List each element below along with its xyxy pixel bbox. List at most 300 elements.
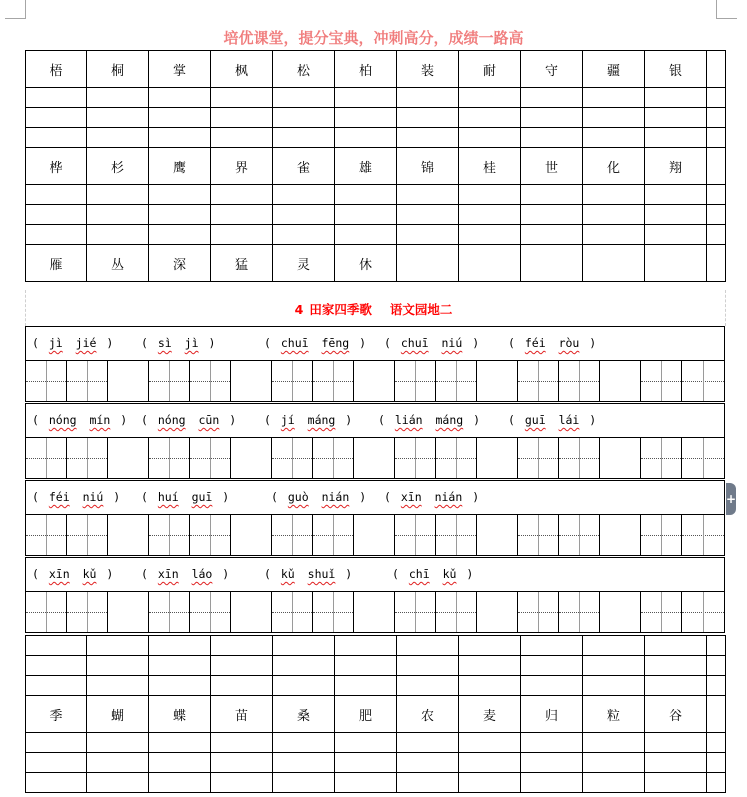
blank-writing-row bbox=[26, 185, 726, 205]
writing-cell[interactable] bbox=[211, 733, 273, 753]
character-cell bbox=[707, 245, 726, 282]
pinyin-row bbox=[25, 403, 725, 437]
blank-writing-row bbox=[26, 225, 726, 245]
blank-box[interactable] bbox=[599, 591, 641, 633]
writing-cell[interactable] bbox=[335, 773, 397, 793]
writing-cell[interactable] bbox=[211, 773, 273, 793]
plus-icon: + bbox=[726, 492, 737, 506]
pinyin-syllable: kǔ bbox=[442, 567, 457, 581]
blank-box[interactable] bbox=[107, 360, 149, 402]
writing-cell[interactable] bbox=[335, 128, 397, 148]
tianzige-box[interactable] bbox=[517, 591, 559, 633]
writing-cell[interactable] bbox=[707, 205, 726, 225]
writing-cell[interactable] bbox=[335, 636, 397, 656]
writing-cell[interactable] bbox=[707, 128, 726, 148]
pinyin-syllable: xīn bbox=[157, 567, 179, 581]
blank-writing-row bbox=[26, 676, 726, 696]
tianzige-box[interactable] bbox=[394, 591, 436, 633]
pinyin-row bbox=[25, 557, 725, 591]
writing-cell[interactable] bbox=[211, 656, 273, 676]
writing-cell[interactable] bbox=[149, 88, 211, 108]
tianzige-box[interactable] bbox=[517, 437, 559, 479]
writing-cell[interactable] bbox=[397, 733, 459, 753]
writing-cell[interactable] bbox=[459, 205, 521, 225]
tianzige-box[interactable] bbox=[271, 591, 313, 633]
writing-cell[interactable] bbox=[645, 225, 707, 245]
writing-cell[interactable] bbox=[26, 185, 87, 205]
character-row bbox=[26, 245, 726, 282]
character-cell bbox=[707, 148, 726, 185]
writing-cell[interactable] bbox=[583, 733, 645, 753]
writing-cell[interactable] bbox=[149, 753, 211, 773]
pinyin-syllable: jì bbox=[48, 336, 63, 350]
writing-cell[interactable] bbox=[273, 733, 335, 753]
blank-box[interactable] bbox=[476, 591, 518, 633]
writing-cell[interactable] bbox=[26, 753, 87, 773]
pinyin-syllable: máng bbox=[307, 413, 336, 427]
pinyin-syllable: mín bbox=[89, 413, 111, 427]
tianzige-box[interactable] bbox=[435, 360, 477, 402]
tianzige-box[interactable] bbox=[640, 591, 682, 633]
blank-box[interactable] bbox=[476, 514, 518, 556]
writing-cell[interactable] bbox=[459, 225, 521, 245]
pinyin-syllable: niú bbox=[82, 490, 104, 504]
tianzige-box[interactable] bbox=[312, 437, 354, 479]
writing-cell[interactable] bbox=[459, 128, 521, 148]
writing-cell[interactable] bbox=[459, 676, 521, 696]
tianzige-box[interactable] bbox=[558, 437, 600, 479]
blank-box[interactable] bbox=[476, 360, 518, 402]
writing-cell[interactable] bbox=[645, 128, 707, 148]
pinyin-syllable: xīn bbox=[400, 490, 422, 504]
character-cell: 翔 bbox=[645, 148, 707, 185]
writing-cell[interactable] bbox=[521, 656, 583, 676]
character-cell: 谷 bbox=[645, 696, 707, 733]
tianzige-box[interactable] bbox=[66, 437, 108, 479]
writing-cell[interactable] bbox=[273, 108, 335, 128]
writing-cell[interactable] bbox=[397, 185, 459, 205]
writing-cell[interactable] bbox=[211, 185, 273, 205]
writing-cell[interactable] bbox=[211, 636, 273, 656]
tianzige-box[interactable] bbox=[189, 437, 231, 479]
tianzige-box[interactable] bbox=[189, 360, 231, 402]
writing-cell[interactable] bbox=[521, 753, 583, 773]
writing-cell[interactable] bbox=[397, 773, 459, 793]
writing-cell[interactable] bbox=[335, 108, 397, 128]
writing-cell[interactable] bbox=[645, 108, 707, 128]
writing-cell[interactable] bbox=[459, 88, 521, 108]
writing-cell[interactable] bbox=[149, 128, 211, 148]
tianzige-box[interactable] bbox=[25, 437, 67, 479]
blank-box[interactable] bbox=[230, 360, 272, 402]
writing-cell[interactable] bbox=[397, 753, 459, 773]
pinyin-syllable: guò bbox=[287, 490, 309, 504]
writing-cell[interactable] bbox=[26, 205, 87, 225]
blank-writing-row bbox=[26, 205, 726, 225]
tianzige-box[interactable] bbox=[66, 360, 108, 402]
writing-cell[interactable] bbox=[149, 656, 211, 676]
writing-cell[interactable] bbox=[707, 225, 726, 245]
writing-cell[interactable] bbox=[273, 225, 335, 245]
pinyin-word: ( féi ròu ) bbox=[508, 336, 597, 350]
character-cell: 猛 bbox=[211, 245, 273, 282]
blank-writing-row bbox=[26, 636, 726, 656]
pinyin-row bbox=[25, 326, 725, 360]
writing-cell[interactable] bbox=[87, 676, 149, 696]
writing-cell[interactable] bbox=[26, 733, 87, 753]
pinyin-syllable: kǔ bbox=[280, 567, 295, 581]
writing-cell[interactable] bbox=[645, 88, 707, 108]
writing-cell[interactable] bbox=[335, 88, 397, 108]
tianzige-box[interactable] bbox=[25, 591, 67, 633]
writing-cell[interactable] bbox=[149, 773, 211, 793]
blank-writing-row bbox=[26, 108, 726, 128]
writing-cell[interactable] bbox=[521, 185, 583, 205]
writing-cell[interactable] bbox=[273, 753, 335, 773]
writing-cell[interactable] bbox=[583, 128, 645, 148]
tianzige-box[interactable] bbox=[517, 514, 559, 556]
blank-box[interactable] bbox=[353, 514, 395, 556]
blank-writing-row bbox=[26, 733, 726, 753]
character-cell bbox=[459, 245, 521, 282]
writing-cell[interactable] bbox=[707, 676, 726, 696]
writing-cell[interactable] bbox=[87, 733, 149, 753]
writing-cell[interactable] bbox=[149, 185, 211, 205]
character-cell: 耐 bbox=[459, 51, 521, 88]
pinyin-word: ( jì jié ) bbox=[32, 336, 114, 350]
tianzige-box[interactable] bbox=[25, 360, 67, 402]
pinyin-syllable: kǔ bbox=[82, 567, 97, 581]
blank-writing-row bbox=[26, 88, 726, 108]
tianzige-box[interactable] bbox=[681, 514, 725, 556]
pinyin-syllable: nián bbox=[434, 490, 463, 504]
blank-box[interactable] bbox=[230, 591, 272, 633]
writing-cell[interactable] bbox=[397, 676, 459, 696]
pinyin-word: ( nóng cūn ) bbox=[141, 413, 237, 427]
writing-cell[interactable] bbox=[707, 636, 726, 656]
tianzige-box[interactable] bbox=[66, 591, 108, 633]
writing-cell[interactable] bbox=[211, 225, 273, 245]
blank-box[interactable] bbox=[230, 437, 272, 479]
character-cell: 麦 bbox=[459, 696, 521, 733]
character-cell: 桐 bbox=[87, 51, 149, 88]
character-cell: 桦 bbox=[26, 148, 87, 185]
writing-cell[interactable] bbox=[645, 185, 707, 205]
tianzige-box[interactable] bbox=[312, 360, 354, 402]
writing-cell[interactable] bbox=[211, 676, 273, 696]
pinyin-syllable: ròu bbox=[558, 336, 580, 350]
tianzige-box[interactable] bbox=[435, 514, 477, 556]
writing-cell[interactable] bbox=[273, 88, 335, 108]
writing-cell[interactable] bbox=[335, 225, 397, 245]
writing-cell[interactable] bbox=[335, 676, 397, 696]
character-cell bbox=[707, 51, 726, 88]
writing-cell[interactable] bbox=[459, 185, 521, 205]
blank-box[interactable] bbox=[599, 360, 641, 402]
writing-cell[interactable] bbox=[87, 205, 149, 225]
writing-cell[interactable] bbox=[26, 88, 87, 108]
writing-cell[interactable] bbox=[87, 128, 149, 148]
tianzige-box[interactable] bbox=[640, 360, 682, 402]
writing-cell[interactable] bbox=[26, 128, 87, 148]
character-cell: 界 bbox=[211, 148, 273, 185]
writing-cell[interactable] bbox=[273, 185, 335, 205]
writing-cell[interactable] bbox=[583, 753, 645, 773]
writing-cell[interactable] bbox=[459, 733, 521, 753]
writing-cell[interactable] bbox=[521, 676, 583, 696]
writing-cell[interactable] bbox=[459, 108, 521, 128]
writing-cell[interactable] bbox=[645, 773, 707, 793]
pinyin-word: ( chuī fēng ) bbox=[264, 336, 367, 350]
tianzige-box[interactable] bbox=[312, 591, 354, 633]
blank-writing-row bbox=[26, 656, 726, 676]
pinyin-syllable: jí bbox=[280, 413, 295, 427]
writing-cell[interactable] bbox=[583, 88, 645, 108]
writing-cell[interactable] bbox=[87, 753, 149, 773]
character-cell: 枫 bbox=[211, 51, 273, 88]
character-cell: 世 bbox=[521, 148, 583, 185]
writing-cell[interactable] bbox=[273, 636, 335, 656]
writing-cell[interactable] bbox=[26, 773, 87, 793]
pinyin-syllable: chuī bbox=[280, 336, 309, 350]
blank-box[interactable] bbox=[230, 514, 272, 556]
tianzige-box[interactable] bbox=[394, 437, 436, 479]
tianzige-box[interactable] bbox=[517, 360, 559, 402]
writing-cell[interactable] bbox=[273, 205, 335, 225]
blank-box[interactable] bbox=[599, 514, 641, 556]
writing-cell[interactable] bbox=[645, 636, 707, 656]
writing-cell[interactable] bbox=[87, 225, 149, 245]
writing-cell[interactable] bbox=[707, 108, 726, 128]
blank-box[interactable] bbox=[107, 437, 149, 479]
writing-cell[interactable] bbox=[335, 753, 397, 773]
pinyin-syllable: xīn bbox=[48, 567, 70, 581]
writing-cell[interactable] bbox=[211, 108, 273, 128]
writing-cell[interactable] bbox=[583, 656, 645, 676]
writing-cell[interactable] bbox=[273, 128, 335, 148]
character-cell: 疆 bbox=[583, 51, 645, 88]
writing-cell[interactable] bbox=[459, 656, 521, 676]
writing-cell[interactable] bbox=[521, 128, 583, 148]
tianzige-box[interactable] bbox=[558, 591, 600, 633]
character-cell: 雀 bbox=[273, 148, 335, 185]
character-cell: 化 bbox=[583, 148, 645, 185]
tianzige-box[interactable] bbox=[25, 514, 67, 556]
writing-cell[interactable] bbox=[707, 185, 726, 205]
character-row bbox=[26, 51, 726, 88]
pinyin-syllable: féi bbox=[524, 336, 546, 350]
blank-writing-row bbox=[26, 773, 726, 793]
pinyin-syllable: láo bbox=[191, 567, 213, 581]
character-cell bbox=[521, 245, 583, 282]
writing-cell[interactable] bbox=[521, 108, 583, 128]
tianzige-box[interactable] bbox=[640, 437, 682, 479]
writing-cell[interactable] bbox=[26, 636, 87, 656]
lesson-title bbox=[0, 300, 747, 318]
pinyin-syllable: nóng bbox=[48, 413, 77, 427]
character-cell: 桂 bbox=[459, 148, 521, 185]
writing-cell[interactable] bbox=[87, 185, 149, 205]
pinyin-syllable: chī bbox=[408, 567, 430, 581]
writing-cell[interactable] bbox=[707, 753, 726, 773]
writing-cell[interactable] bbox=[335, 185, 397, 205]
tianzige-box[interactable] bbox=[394, 360, 436, 402]
pinyin-syllable: cūn bbox=[198, 413, 220, 427]
writing-cell[interactable] bbox=[397, 108, 459, 128]
pinyin-word: ( xīn kǔ ) bbox=[32, 567, 114, 581]
character-row bbox=[26, 696, 726, 733]
writing-cell[interactable] bbox=[521, 733, 583, 753]
writing-cell[interactable] bbox=[149, 733, 211, 753]
blank-box[interactable] bbox=[353, 591, 395, 633]
writing-cell[interactable] bbox=[211, 128, 273, 148]
writing-cell[interactable] bbox=[397, 636, 459, 656]
writing-cell[interactable] bbox=[87, 636, 149, 656]
tianzige-box[interactable] bbox=[435, 591, 477, 633]
character-cell: 雄 bbox=[335, 148, 397, 185]
writing-cell[interactable] bbox=[335, 656, 397, 676]
writing-cell[interactable] bbox=[707, 656, 726, 676]
tianzige-box[interactable] bbox=[435, 437, 477, 479]
tianzige-box[interactable] bbox=[394, 514, 436, 556]
pinyin-syllable: lái bbox=[558, 413, 580, 427]
writing-cell[interactable] bbox=[273, 676, 335, 696]
blank-box[interactable] bbox=[353, 437, 395, 479]
character-cell: 农 bbox=[397, 696, 459, 733]
blank-box[interactable] bbox=[599, 437, 641, 479]
writing-cell[interactable] bbox=[583, 205, 645, 225]
pinyin-word: ( féi niú ) bbox=[32, 490, 121, 504]
writing-cell[interactable] bbox=[521, 225, 583, 245]
writing-cell[interactable] bbox=[211, 88, 273, 108]
tianzige-box[interactable] bbox=[312, 514, 354, 556]
character-cell: 苗 bbox=[211, 696, 273, 733]
blank-box[interactable] bbox=[476, 437, 518, 479]
writing-cell[interactable] bbox=[583, 185, 645, 205]
writing-cell[interactable] bbox=[645, 205, 707, 225]
writing-cell[interactable] bbox=[459, 753, 521, 773]
pinyin-syllable: niú bbox=[441, 336, 463, 350]
tianzige-box[interactable] bbox=[148, 514, 190, 556]
pinyin-word: ( guò nián ) bbox=[271, 490, 367, 504]
writing-cell[interactable] bbox=[149, 205, 211, 225]
pinyin-syllable: nián bbox=[321, 490, 350, 504]
character-cell: 松 bbox=[273, 51, 335, 88]
tianzige-box[interactable] bbox=[148, 360, 190, 402]
writing-cell[interactable] bbox=[335, 733, 397, 753]
pinyin-word: ( xīn láo ) bbox=[141, 567, 230, 581]
writing-cell[interactable] bbox=[583, 225, 645, 245]
writing-cell[interactable] bbox=[645, 656, 707, 676]
tianzige-box[interactable] bbox=[66, 514, 108, 556]
tianzige-box[interactable] bbox=[271, 360, 313, 402]
character-cell bbox=[645, 245, 707, 282]
character-cell: 灵 bbox=[273, 245, 335, 282]
writing-cell[interactable] bbox=[87, 656, 149, 676]
tianzige-box[interactable] bbox=[681, 437, 725, 479]
writing-cell[interactable] bbox=[87, 108, 149, 128]
writing-cell[interactable] bbox=[26, 108, 87, 128]
writing-cell[interactable] bbox=[583, 108, 645, 128]
writing-cell[interactable] bbox=[459, 636, 521, 656]
tianzige-box[interactable] bbox=[681, 360, 725, 402]
writing-cell[interactable] bbox=[645, 733, 707, 753]
writing-cell[interactable] bbox=[707, 733, 726, 753]
blank-box[interactable] bbox=[107, 514, 149, 556]
character-cell: 肥 bbox=[335, 696, 397, 733]
writing-cell[interactable] bbox=[645, 676, 707, 696]
tianzige-box[interactable] bbox=[681, 591, 725, 633]
writing-cell[interactable] bbox=[521, 88, 583, 108]
tianzige-box[interactable] bbox=[640, 514, 682, 556]
writing-cell[interactable] bbox=[521, 636, 583, 656]
writing-cell[interactable] bbox=[149, 636, 211, 656]
writing-cell[interactable] bbox=[583, 636, 645, 656]
writing-cell[interactable] bbox=[583, 676, 645, 696]
writing-cell[interactable] bbox=[707, 88, 726, 108]
pinyin-word: ( huí guī ) bbox=[141, 490, 230, 504]
writing-cell[interactable] bbox=[87, 88, 149, 108]
pinyin-syllable: sì bbox=[157, 336, 172, 350]
pinyin-syllable: huí bbox=[157, 490, 179, 504]
character-cell: 归 bbox=[521, 696, 583, 733]
tianzige-box[interactable] bbox=[558, 360, 600, 402]
writing-cell[interactable] bbox=[273, 656, 335, 676]
character-cell: 季 bbox=[26, 696, 87, 733]
writing-cell[interactable] bbox=[149, 108, 211, 128]
writing-cell[interactable] bbox=[707, 773, 726, 793]
character-row bbox=[26, 148, 726, 185]
character-cell: 掌 bbox=[149, 51, 211, 88]
pinyin-syllable: máng bbox=[435, 413, 464, 427]
writing-cell[interactable] bbox=[335, 205, 397, 225]
tianzige-box[interactable] bbox=[271, 437, 313, 479]
writing-cell[interactable] bbox=[273, 773, 335, 793]
writing-cell[interactable] bbox=[397, 656, 459, 676]
character-cell: 粒 bbox=[583, 696, 645, 733]
pinyin-word: ( nóng mín ) bbox=[32, 413, 128, 427]
writing-cell[interactable] bbox=[397, 225, 459, 245]
writing-cell[interactable] bbox=[645, 753, 707, 773]
tianzige-box[interactable] bbox=[271, 514, 313, 556]
writing-cell[interactable] bbox=[397, 88, 459, 108]
writing-cell[interactable] bbox=[26, 225, 87, 245]
writing-cell[interactable] bbox=[26, 676, 87, 696]
writing-cell[interactable] bbox=[149, 676, 211, 696]
pinyin-word: ( xīn nián ) bbox=[384, 490, 480, 504]
writing-cell[interactable] bbox=[26, 656, 87, 676]
writing-cell[interactable] bbox=[211, 205, 273, 225]
writing-cell[interactable] bbox=[211, 753, 273, 773]
tianzige-box[interactable] bbox=[189, 514, 231, 556]
blank-box[interactable] bbox=[107, 591, 149, 633]
writing-cell[interactable] bbox=[459, 773, 521, 793]
writing-cell[interactable] bbox=[87, 773, 149, 793]
writing-cell[interactable] bbox=[397, 128, 459, 148]
tianzige-box[interactable] bbox=[189, 591, 231, 633]
writing-cell[interactable] bbox=[149, 225, 211, 245]
writing-cell[interactable] bbox=[397, 205, 459, 225]
character-cell bbox=[583, 245, 645, 282]
writing-cell[interactable] bbox=[521, 205, 583, 225]
writing-cell[interactable] bbox=[583, 773, 645, 793]
add-side-button[interactable] bbox=[726, 483, 736, 515]
tianzige-box[interactable] bbox=[148, 437, 190, 479]
tianzige-box[interactable] bbox=[558, 514, 600, 556]
blank-box[interactable] bbox=[353, 360, 395, 402]
tianzige-box[interactable] bbox=[148, 591, 190, 633]
writing-cell[interactable] bbox=[521, 773, 583, 793]
